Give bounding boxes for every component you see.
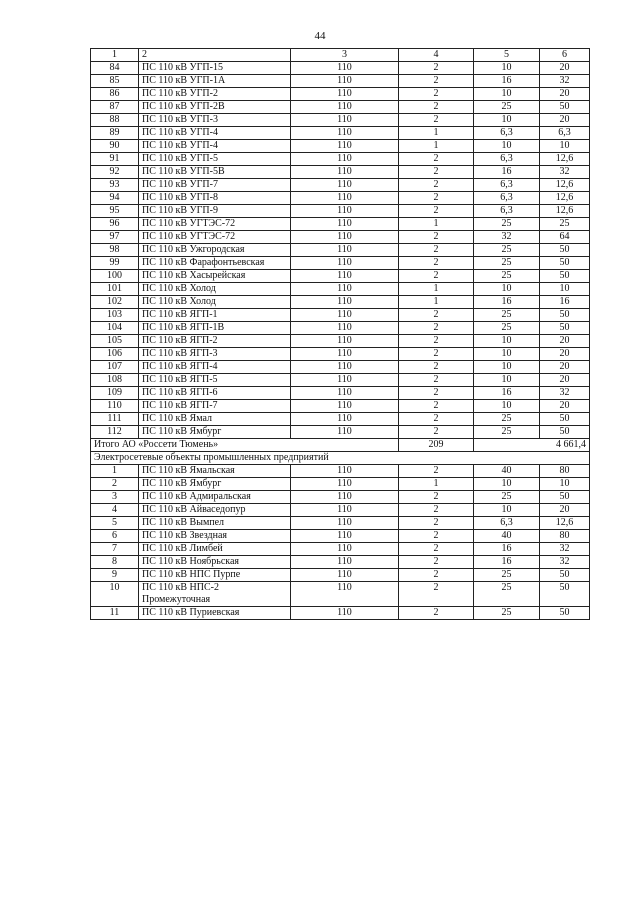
voltage-cell: 110 (291, 283, 399, 296)
total-power-cell: 50 (540, 270, 590, 283)
transformer-count-cell: 4 (399, 49, 474, 62)
total-power-cell: 32 (540, 75, 590, 88)
name-cell: ПС 110 кВ УГП-1А (139, 75, 291, 88)
transformer-count-cell: 2 (399, 192, 474, 205)
total-power-cell: 20 (540, 504, 590, 517)
transformer-count-cell: 1 (399, 478, 474, 491)
total-power-cell: 50 (540, 607, 590, 620)
table-row (91, 140, 590, 153)
unit-power-cell: 16 (474, 166, 540, 179)
total-power-cell: 50 (540, 426, 590, 439)
number-cell: 7 (91, 543, 139, 556)
table-row (91, 504, 590, 517)
unit-power-cell: 10 (474, 114, 540, 127)
number-cell: 84 (91, 62, 139, 75)
name-cell: 2 (139, 49, 291, 62)
voltage-cell: 110 (291, 88, 399, 101)
total-power-cell: 50 (540, 491, 590, 504)
transformer-count-cell: 2 (399, 153, 474, 166)
total-power-cell: 12,6 (540, 517, 590, 530)
voltage-cell: 110 (291, 387, 399, 400)
unit-power-cell: 10 (474, 348, 540, 361)
number-cell: 11 (91, 607, 139, 620)
transformer-count-cell: 2 (399, 556, 474, 569)
voltage-cell: 110 (291, 166, 399, 179)
name-cell: ПС 110 кВ ЯГП-7 (139, 400, 291, 413)
name-cell: ПС 110 кВ Ямбург (139, 478, 291, 491)
transformer-count-cell: 2 (399, 166, 474, 179)
voltage-cell: 110 (291, 556, 399, 569)
name-cell: ПС 110 кВ УГП-8 (139, 192, 291, 205)
transformer-count-cell: 2 (399, 309, 474, 322)
unit-power-cell: 25 (474, 101, 540, 114)
transformer-count-cell: 2 (399, 569, 474, 582)
voltage-cell: 110 (291, 127, 399, 140)
table-row (91, 62, 590, 75)
unit-power-cell: 25 (474, 257, 540, 270)
table-row (91, 530, 590, 543)
unit-power-cell: 32 (474, 231, 540, 244)
name-cell: ПС 110 кВ Айваседопур (139, 504, 291, 517)
unit-power-cell: 10 (474, 374, 540, 387)
number-cell: 1 (91, 49, 139, 62)
table-row (91, 374, 590, 387)
table-row (91, 127, 590, 140)
number-cell: 105 (91, 335, 139, 348)
table-row (91, 322, 590, 335)
name-cell: ПС 110 кВ ЯГП-5 (139, 374, 291, 387)
name-cell: ПС 110 кВ Ямальская (139, 465, 291, 478)
total-power-cell: 10 (540, 283, 590, 296)
voltage-cell: 110 (291, 543, 399, 556)
total-power-cell: 25 (540, 218, 590, 231)
transformer-count-cell: 2 (399, 530, 474, 543)
total-power: 4 661,4 (474, 439, 590, 452)
transformer-count-cell: 2 (399, 335, 474, 348)
transformer-count-cell: 2 (399, 114, 474, 127)
total-power-cell: 32 (540, 556, 590, 569)
table-row (91, 88, 590, 101)
total-power-cell: 64 (540, 231, 590, 244)
table-row (91, 426, 590, 439)
table-row (91, 348, 590, 361)
unit-power-cell: 25 (474, 607, 540, 620)
number-cell: 97 (91, 231, 139, 244)
unit-power-cell: 25 (474, 413, 540, 426)
number-cell: 90 (91, 140, 139, 153)
table-row (91, 257, 590, 270)
table-row (91, 413, 590, 426)
transformer-count-cell: 2 (399, 322, 474, 335)
table-row (91, 361, 590, 374)
unit-power-cell: 6,3 (474, 127, 540, 140)
unit-power-cell: 25 (474, 244, 540, 257)
voltage-cell: 110 (291, 101, 399, 114)
unit-power-cell: 25 (474, 270, 540, 283)
column-number-row (91, 49, 590, 62)
transformer-count-cell: 1 (399, 296, 474, 309)
transformer-count-cell: 2 (399, 270, 474, 283)
table-row (91, 478, 590, 491)
table-row (91, 166, 590, 179)
number-cell: 101 (91, 283, 139, 296)
transformer-count-cell: 2 (399, 244, 474, 257)
transformer-count-cell: 2 (399, 88, 474, 101)
name-cell: ПС 110 кВ ЯГП-4 (139, 361, 291, 374)
name-cell: ПС 110 кВ УГП-7 (139, 179, 291, 192)
unit-power-cell: 10 (474, 504, 540, 517)
total-power-cell: 20 (540, 361, 590, 374)
transformer-count-cell: 2 (399, 101, 474, 114)
voltage-cell: 110 (291, 257, 399, 270)
unit-power-cell: 6,3 (474, 205, 540, 218)
transformer-count-cell: 1 (399, 140, 474, 153)
voltage-cell: 110 (291, 530, 399, 543)
name-cell: ПС 110 кВ Адмиральская (139, 491, 291, 504)
number-cell: 8 (91, 556, 139, 569)
table-row (91, 400, 590, 413)
voltage-cell: 110 (291, 517, 399, 530)
number-cell: 103 (91, 309, 139, 322)
name-cell: ПС 110 кВ УГП-4 (139, 127, 291, 140)
transformer-count-cell: 2 (399, 205, 474, 218)
number-cell: 2 (91, 478, 139, 491)
table-row (91, 607, 590, 620)
transformer-count-cell: 2 (399, 257, 474, 270)
transformer-count-cell: 2 (399, 374, 474, 387)
unit-power-cell: 25 (474, 569, 540, 582)
number-cell: 4 (91, 504, 139, 517)
number-cell: 96 (91, 218, 139, 231)
unit-power-cell: 6,3 (474, 517, 540, 530)
name-cell: ПС 110 кВ Звездная (139, 530, 291, 543)
unit-power-cell: 25 (474, 218, 540, 231)
total-power-cell: 32 (540, 387, 590, 400)
total-power-cell: 20 (540, 114, 590, 127)
name-cell: ПС 110 кВ УГП-9 (139, 205, 291, 218)
voltage-cell: 110 (291, 218, 399, 231)
section-header-row (91, 452, 590, 465)
voltage-cell: 110 (291, 348, 399, 361)
number-cell: 112 (91, 426, 139, 439)
voltage-cell: 110 (291, 153, 399, 166)
table-row (91, 582, 590, 607)
unit-power-cell: 6,3 (474, 192, 540, 205)
voltage-cell: 3 (291, 49, 399, 62)
name-cell: ПС 110 кВ Ноябрьская (139, 556, 291, 569)
table-row (91, 75, 590, 88)
total-power-cell: 20 (540, 400, 590, 413)
total-power-cell: 50 (540, 309, 590, 322)
table-row (91, 192, 590, 205)
total-power-cell: 20 (540, 374, 590, 387)
total-power-cell: 6,3 (540, 127, 590, 140)
total-power-cell: 50 (540, 582, 590, 607)
number-cell: 102 (91, 296, 139, 309)
transformer-count-cell: 2 (399, 361, 474, 374)
voltage-cell: 110 (291, 140, 399, 153)
number-cell: 91 (91, 153, 139, 166)
voltage-cell: 110 (291, 413, 399, 426)
number-cell: 88 (91, 114, 139, 127)
transformer-count-cell: 2 (399, 387, 474, 400)
number-cell: 1 (91, 465, 139, 478)
voltage-cell: 110 (291, 582, 399, 607)
total-power-cell: 20 (540, 88, 590, 101)
number-cell: 92 (91, 166, 139, 179)
table-row (91, 114, 590, 127)
table-row (91, 309, 590, 322)
number-cell: 93 (91, 179, 139, 192)
table-row (91, 101, 590, 114)
name-cell: ПС 110 кВ Лимбей (139, 543, 291, 556)
number-cell: 109 (91, 387, 139, 400)
number-cell: 89 (91, 127, 139, 140)
total-power-cell: 32 (540, 166, 590, 179)
voltage-cell: 110 (291, 231, 399, 244)
number-cell: 10 (91, 582, 139, 607)
name-cell: ПС 110 кВ Хасырейская (139, 270, 291, 283)
name-cell: ПС 110 кВ Фарафонтьевская (139, 257, 291, 270)
name-cell: ПС 110 кВ Ямбург (139, 426, 291, 439)
total-power-cell: 12,6 (540, 205, 590, 218)
voltage-cell: 110 (291, 114, 399, 127)
total-power-cell: 20 (540, 335, 590, 348)
unit-power-cell: 6,3 (474, 179, 540, 192)
name-cell: ПС 110 кВ УГП-2В (139, 101, 291, 114)
voltage-cell: 110 (291, 192, 399, 205)
unit-power-cell: 25 (474, 322, 540, 335)
name-cell: ПС 110 кВ Холод (139, 283, 291, 296)
table-row (91, 296, 590, 309)
voltage-cell: 110 (291, 179, 399, 192)
number-cell: 86 (91, 88, 139, 101)
name-cell: ПС 110 кВ УГТЭС-72 (139, 218, 291, 231)
number-cell: 95 (91, 205, 139, 218)
voltage-cell: 110 (291, 478, 399, 491)
transformer-count-cell: 2 (399, 607, 474, 620)
voltage-cell: 110 (291, 75, 399, 88)
transformer-count-cell: 2 (399, 413, 474, 426)
number-cell: 99 (91, 257, 139, 270)
name-cell: ПС 110 кВ УГП-5В (139, 166, 291, 179)
unit-power-cell: 40 (474, 465, 540, 478)
name-cell: ПС 110 кВ УГП-15 (139, 62, 291, 75)
total-count: 209 (399, 439, 474, 452)
name-cell: ПС 110 кВ ЯГП-1В (139, 322, 291, 335)
total-label: Итого АО «Россети Тюмень» (91, 439, 399, 452)
transformer-count-cell: 2 (399, 543, 474, 556)
number-cell: 9 (91, 569, 139, 582)
name-cell: ПС 110 кВ ЯГП-3 (139, 348, 291, 361)
number-cell: 110 (91, 400, 139, 413)
number-cell: 108 (91, 374, 139, 387)
number-cell: 5 (91, 517, 139, 530)
total-power-cell: 50 (540, 244, 590, 257)
table-row (91, 153, 590, 166)
table-row (91, 387, 590, 400)
number-cell: 100 (91, 270, 139, 283)
number-cell: 107 (91, 361, 139, 374)
unit-power-cell: 10 (474, 400, 540, 413)
table-row (91, 465, 590, 478)
unit-power-cell: 10 (474, 361, 540, 374)
transformer-count-cell: 2 (399, 491, 474, 504)
table-row (91, 244, 590, 257)
page-number: 44 (314, 30, 326, 42)
total-power-cell: 50 (540, 101, 590, 114)
table-row (91, 335, 590, 348)
table-row (91, 543, 590, 556)
transformer-count-cell: 1 (399, 283, 474, 296)
unit-power-cell: 10 (474, 283, 540, 296)
total-power-cell: 16 (540, 296, 590, 309)
name-cell: ПС 110 кВ Ужгородская (139, 244, 291, 257)
number-cell: 87 (91, 101, 139, 114)
unit-power-cell: 5 (474, 49, 540, 62)
voltage-cell: 110 (291, 244, 399, 257)
voltage-cell: 110 (291, 504, 399, 517)
section-title: Электросетевые объекты промышленных предприятий (91, 452, 590, 465)
transformer-count-cell: 2 (399, 179, 474, 192)
name-cell: ПС 110 кВ Пуриевская (139, 607, 291, 620)
voltage-cell: 110 (291, 374, 399, 387)
unit-power-cell: 25 (474, 309, 540, 322)
table-row (91, 569, 590, 582)
table-row (91, 491, 590, 504)
unit-power-cell: 16 (474, 387, 540, 400)
voltage-cell: 110 (291, 309, 399, 322)
total-power-cell: 32 (540, 543, 590, 556)
name-cell: ПС 110 кВ УГП-5 (139, 153, 291, 166)
name-cell: ПС 110 кВ УГП-2 (139, 88, 291, 101)
unit-power-cell: 6,3 (474, 153, 540, 166)
transformer-count-cell: 1 (399, 218, 474, 231)
table-row (91, 231, 590, 244)
transformer-count-cell: 2 (399, 75, 474, 88)
total-power-cell: 20 (540, 348, 590, 361)
voltage-cell: 110 (291, 322, 399, 335)
name-cell: ПС 110 кВ ЯГП-1 (139, 309, 291, 322)
name-cell: ПС 110 кВ УГП-3 (139, 114, 291, 127)
total-power-cell: 12,6 (540, 179, 590, 192)
transformer-count-cell: 2 (399, 582, 474, 607)
unit-power-cell: 10 (474, 478, 540, 491)
substation-table (90, 48, 590, 620)
total-row (91, 439, 590, 452)
name-cell: ПС 110 кВ ЯГП-2 (139, 335, 291, 348)
total-power-cell: 12,6 (540, 153, 590, 166)
voltage-cell: 110 (291, 491, 399, 504)
transformer-count-cell: 2 (399, 465, 474, 478)
name-cell: ПС 110 кВ ЯГП-6 (139, 387, 291, 400)
transformer-count-cell: 2 (399, 231, 474, 244)
total-power-cell: 50 (540, 569, 590, 582)
voltage-cell: 110 (291, 335, 399, 348)
voltage-cell: 110 (291, 607, 399, 620)
voltage-cell: 110 (291, 426, 399, 439)
number-cell: 106 (91, 348, 139, 361)
name-cell: ПС 110 кВ Холод (139, 296, 291, 309)
total-power-cell: 50 (540, 322, 590, 335)
name-cell: ПС 110 кВ НПС Пурпе (139, 569, 291, 582)
transformer-count-cell: 1 (399, 127, 474, 140)
total-power-cell: 12,6 (540, 192, 590, 205)
transformer-count-cell: 2 (399, 504, 474, 517)
number-cell: 111 (91, 413, 139, 426)
unit-power-cell: 10 (474, 62, 540, 75)
name-cell: ПС 110 кВ УГП-4 (139, 140, 291, 153)
transformer-count-cell: 2 (399, 62, 474, 75)
total-power-cell: 80 (540, 530, 590, 543)
voltage-cell: 110 (291, 465, 399, 478)
name-cell: ПС 110 кВ НПС-2 Промежуточная (139, 582, 291, 607)
unit-power-cell: 16 (474, 543, 540, 556)
voltage-cell: 110 (291, 400, 399, 413)
voltage-cell: 110 (291, 569, 399, 582)
number-cell: 3 (91, 491, 139, 504)
voltage-cell: 110 (291, 205, 399, 218)
voltage-cell: 110 (291, 62, 399, 75)
transformer-count-cell: 2 (399, 400, 474, 413)
total-power-cell: 80 (540, 465, 590, 478)
name-cell: ПС 110 кВ Ямал (139, 413, 291, 426)
table-row (91, 517, 590, 530)
voltage-cell: 110 (291, 361, 399, 374)
voltage-cell: 110 (291, 270, 399, 283)
unit-power-cell: 25 (474, 426, 540, 439)
transformer-count-cell: 2 (399, 426, 474, 439)
table-row (91, 179, 590, 192)
total-power-cell: 6 (540, 49, 590, 62)
unit-power-cell: 16 (474, 75, 540, 88)
number-cell: 85 (91, 75, 139, 88)
unit-power-cell: 25 (474, 491, 540, 504)
total-power-cell: 10 (540, 140, 590, 153)
name-cell: ПС 110 кВ Вымпел (139, 517, 291, 530)
transformer-count-cell: 2 (399, 517, 474, 530)
voltage-cell: 110 (291, 296, 399, 309)
table-row (91, 283, 590, 296)
number-cell: 94 (91, 192, 139, 205)
table-row (91, 205, 590, 218)
unit-power-cell: 16 (474, 296, 540, 309)
total-power-cell: 50 (540, 413, 590, 426)
total-power-cell: 50 (540, 257, 590, 270)
number-cell: 104 (91, 322, 139, 335)
transformer-count-cell: 2 (399, 348, 474, 361)
total-power-cell: 10 (540, 478, 590, 491)
table-row (91, 556, 590, 569)
table-row (91, 218, 590, 231)
unit-power-cell: 40 (474, 530, 540, 543)
unit-power-cell: 10 (474, 335, 540, 348)
unit-power-cell: 10 (474, 140, 540, 153)
name-cell: ПС 110 кВ УГТЭС-72 (139, 231, 291, 244)
total-power-cell: 20 (540, 62, 590, 75)
number-cell: 6 (91, 530, 139, 543)
table-row (91, 270, 590, 283)
unit-power-cell: 10 (474, 88, 540, 101)
number-cell: 98 (91, 244, 139, 257)
unit-power-cell: 16 (474, 556, 540, 569)
unit-power-cell: 25 (474, 582, 540, 607)
